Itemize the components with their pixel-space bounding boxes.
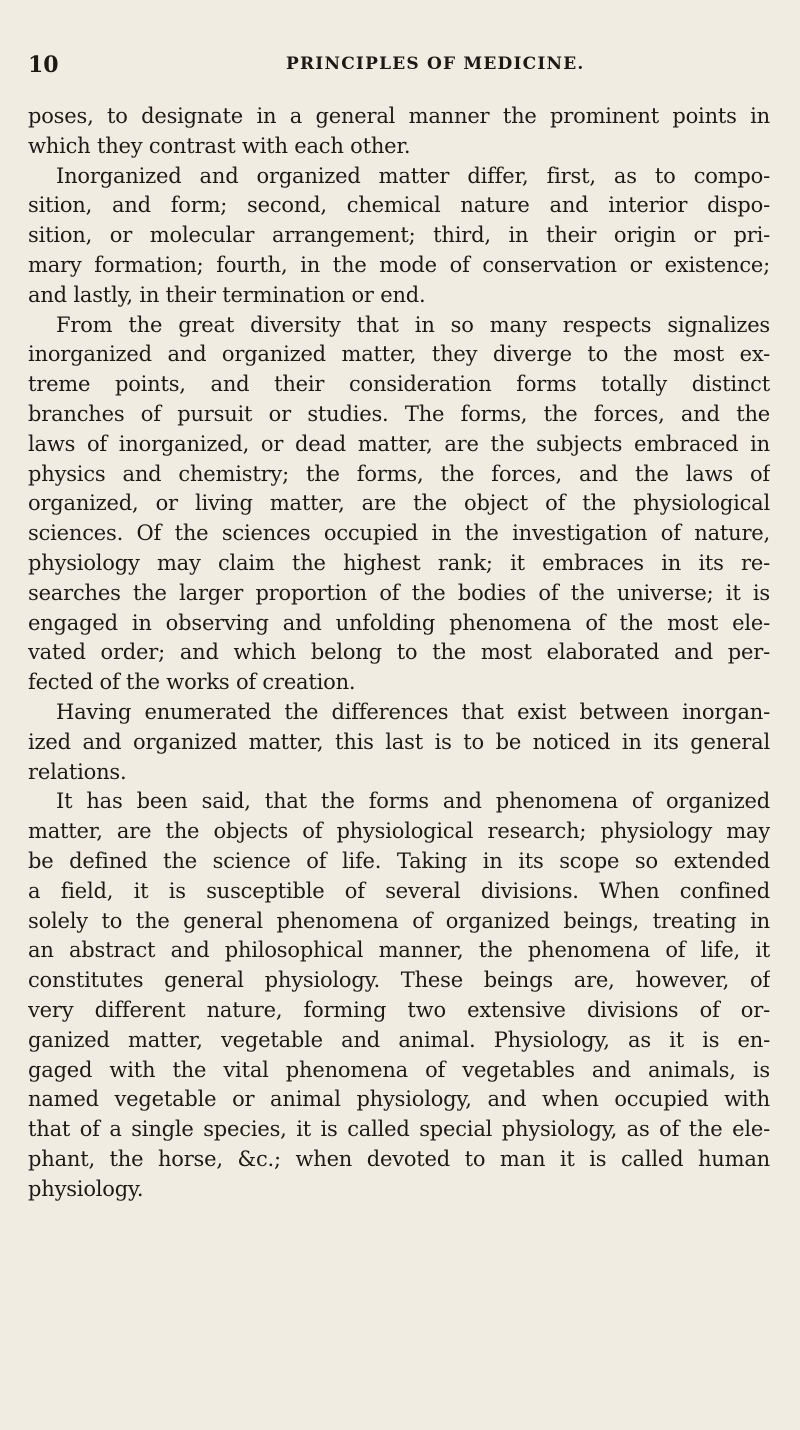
text-line: very different nature, forming two extensive divisions of or- bbox=[28, 997, 770, 1022]
text-line: fected of the works of creation. bbox=[28, 670, 356, 695]
text-line: From the great diversity that in so many respects signalizes bbox=[56, 312, 770, 337]
text-line: ized and organized matter, this last is to be noticed in its general bbox=[28, 729, 770, 754]
text-line: relations. bbox=[28, 759, 127, 784]
text-line: sition, and form; second, chemical nature and interior dispo- bbox=[28, 193, 770, 218]
text-line: an abstract and philosophical manner, the phenomena of life, it bbox=[28, 938, 770, 963]
text-line: poses, to designate in a general manner the prominent points in bbox=[28, 104, 770, 128]
text-line: a field, it is susceptible of several divisions. When confined bbox=[28, 878, 770, 903]
page-header bbox=[28, 52, 768, 82]
text-line: physics and chemistry; the forms, the forces, and the laws of bbox=[28, 461, 770, 486]
text-line: constitutes general physiology. These beings are, however, of bbox=[28, 968, 770, 993]
text-line: and lastly, in their termination or end. bbox=[28, 282, 426, 307]
text-line: inorganized and organized matter, they diverge to the most ex- bbox=[28, 342, 770, 367]
text-line: Inorganized and organized matter differ, first, as to compo- bbox=[56, 163, 770, 188]
text-line: solely to the general phenomena of organized beings, treating in bbox=[28, 908, 770, 933]
text-line: engaged in observing and unfolding phenomena of the most ele- bbox=[28, 610, 770, 635]
text-line: sition, or molecular arrangement; third, in their origin or pri- bbox=[28, 223, 770, 248]
text-line: matter, are the objects of physiological research; physiology may bbox=[28, 819, 770, 844]
text-line: treme points, and their consideration forms totally distinct bbox=[28, 372, 770, 397]
text-line: organized, or living matter, are the object of the physiological bbox=[28, 491, 770, 516]
text-line: phant, the horse, &c.; when devoted to man it is called human bbox=[28, 1146, 770, 1171]
text-line: mary formation; fourth, in the mode of conservation or existence; bbox=[28, 252, 770, 277]
text-line: ganized matter, vegetable and animal. Physiology, as it is en- bbox=[28, 1027, 770, 1052]
text-line: that of a single species, it is called special physiology, as of the ele- bbox=[28, 1117, 770, 1142]
text-line: named vegetable or animal physiology, and when occupied with bbox=[28, 1087, 770, 1112]
page-number: 10 bbox=[28, 52, 59, 78]
text-line: Having enumerated the differences that exist between inorgan- bbox=[56, 699, 770, 724]
text-line: physiology. bbox=[28, 1176, 144, 1201]
running-title: PRINCIPLES OF MEDICINE. bbox=[286, 54, 585, 74]
text-line: sciences. Of the sciences occupied in the investigation of nature, bbox=[28, 521, 770, 546]
text-line: be defined the science of life. Taking in its scope so extended bbox=[28, 848, 770, 873]
text-line: which they contrast with each other. bbox=[28, 133, 411, 158]
text-line: physiology may claim the highest rank; it embraces in its re- bbox=[28, 550, 770, 575]
text-line: branches of pursuit or studies. The forms, the forces, and the bbox=[28, 401, 770, 426]
text-line: It has been said, that the forms and phenomena of organized bbox=[56, 789, 770, 814]
text-line: laws of inorganized, or dead matter, are the subjects embraced in bbox=[28, 431, 770, 456]
text-line: gaged with the vital phenomena of vegetables and animals, is bbox=[28, 1057, 770, 1082]
text-line: vated order; and which belong to the most elaborated and per- bbox=[28, 640, 770, 665]
text-line: searches the larger proportion of the bodies of the universe; it is bbox=[28, 580, 770, 605]
body-text bbox=[28, 102, 770, 1204]
